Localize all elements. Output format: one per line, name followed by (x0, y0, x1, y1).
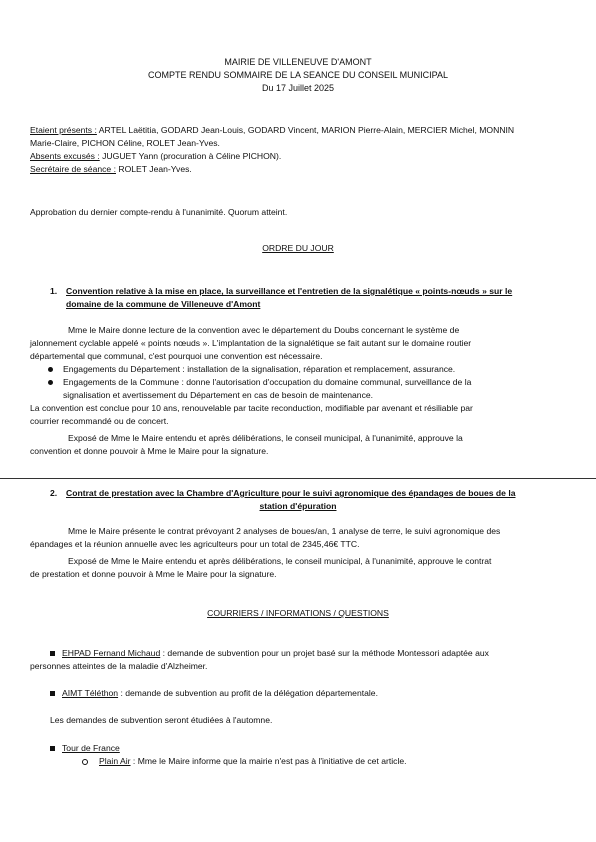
item1-para2: La convention est conclue pour 10 ans, renouvelable par tacite reconduction, modifiable par avenant et résiliable par (30, 403, 473, 413)
mairie-title: MAIRIE DE VILLENEUVE D'AMONT (224, 57, 372, 67)
square-bullet-icon (50, 651, 55, 656)
item1-para1-end: départemental que communal, c'est pourquoi une convention est nécessaire. (30, 351, 323, 361)
circle-bullet-icon (82, 759, 88, 765)
courrier2-label: AIMT Téléthon (62, 688, 119, 698)
item1-title-cont: domaine de la commune de Villeneuve d'Amont (66, 299, 261, 309)
bullet-icon (48, 380, 53, 385)
agenda-title-text: ORDRE DU JOUR (262, 243, 334, 253)
item2-para1: Mme le Maire présente le contrat prévoyant 2 analyses de boues/an, 1 analyse de terre, le suivi agronomique des (68, 526, 501, 536)
courrier3-sub (99, 756, 407, 766)
courrier1-text: : demande de subvention pour un projet basé sur la méthode Montessori adaptée aux (160, 648, 489, 658)
item2-para1-cont: épandages et la réunion annuelle avec les agriculteurs pour un total de 2345,46€ TTC. (30, 539, 360, 549)
item1-para3-cont: convention et donne pouvoir à Mme le Maire pour la signature. (30, 446, 269, 456)
report-title: COMPTE RENDU SOMMAIRE DE LA SEANCE DU CONSEIL MUNICIPAL (147, 70, 449, 80)
courriers-title-text: COURRIERS / INFORMATIONS / QUESTIONS (207, 608, 389, 618)
approval-text: Approbation du dernier compte-rendu à l'unanimité. Quorum atteint. (30, 207, 288, 217)
bullet-icon (48, 367, 53, 372)
present-names: ARTEL Laëtitia, GODARD Jean-Louis, GODARD Vincent, MARION Pierre-Alain, MERCIER Michel, MONNIN (96, 125, 515, 135)
item1-para3: Exposé de Mme le Maire entendu et après délibérations, le conseil municipal, à l'unanimité, approuve la (68, 433, 463, 443)
section-divider (0, 478, 596, 479)
present-label: Etaient présents : (30, 125, 97, 135)
item1-title: Convention relative à la mise en place, la surveillance et l'entretien de la signalétique « points-nœuds » sur le (66, 286, 513, 296)
square-bullet-icon (50, 746, 55, 751)
present-line (30, 125, 570, 135)
courrier2-text: : demande de subvention au profit de la délégation départementale. (118, 688, 378, 698)
item2-title: Contrat de prestation avec la Chambre d'Agriculture pour le suivi agronomique des épandages de boues de la (66, 488, 516, 498)
item1-para1-cont: jalonnement cyclable appelé « points nœuds ». L'implantation de la signalétique se fait autant sur le domaine routier (30, 338, 472, 348)
item1-para1: Mme le Maire donne lecture de la convention avec le département du Doubs concernant le système de (68, 325, 460, 335)
secretary-line (30, 164, 192, 174)
agenda-title (0, 243, 596, 253)
item1-bullet1: Engagements du Département : installation de la signalisation, réparation et remplacement, assurance. (63, 364, 456, 374)
item1-number: 1. (50, 286, 58, 296)
courriers-title (0, 608, 596, 618)
item2-para2: Exposé de Mme le Maire entendu et après délibérations, le conseil municipal, à l'unanimité, approuve le contrat (68, 556, 492, 566)
courrier1-cont: personnes atteintes de la maladie d'Alzheimer. (30, 661, 208, 671)
square-bullet-icon (50, 691, 55, 696)
present-names-cont: Marie-Claire, PICHON Céline, ROLET Jean-Yves. (30, 138, 220, 148)
absent-names: JUGUET Yann (procuration à Céline PICHON). (99, 151, 282, 161)
courrier1 (62, 648, 489, 658)
courrier3-sub-label: Plain Air (99, 756, 131, 766)
item2-title-cont: station d'épuration (259, 501, 337, 511)
item1-bullet2: Engagements de la Commune : donne l'autorisation d'occupation du domaine communal, surveillance de la (63, 377, 472, 387)
item1-bullet2-cont: signalisation et avertissement du Département en cas de besoin de maintenance. (63, 390, 374, 400)
item2-number: 2. (50, 488, 58, 498)
absent-line (30, 151, 281, 161)
secretary-label: Secrétaire de séance : (30, 164, 116, 174)
courrier3-sub-text: : Mme le Maire informe que la mairie n'est pas à l'initiative de cet article. (130, 756, 407, 766)
secretary-name: ROLET Jean-Yves. (116, 164, 192, 174)
courrier1-label: EHPAD Fernand Michaud (62, 648, 161, 658)
courriers-note: Les demandes de subvention seront étudiées à l'automne. (50, 715, 273, 725)
courrier2 (62, 688, 378, 698)
session-date: Du 17 Juillet 2025 (261, 83, 335, 93)
item2-para2-cont: de prestation et donne pouvoir à Mme le Maire pour la signature. (30, 569, 277, 579)
item1-para2-cont: courrier recommandé ou de concert. (30, 416, 169, 426)
absent-label: Absents excusés : (30, 151, 100, 161)
courrier3-label: Tour de France (62, 743, 120, 753)
